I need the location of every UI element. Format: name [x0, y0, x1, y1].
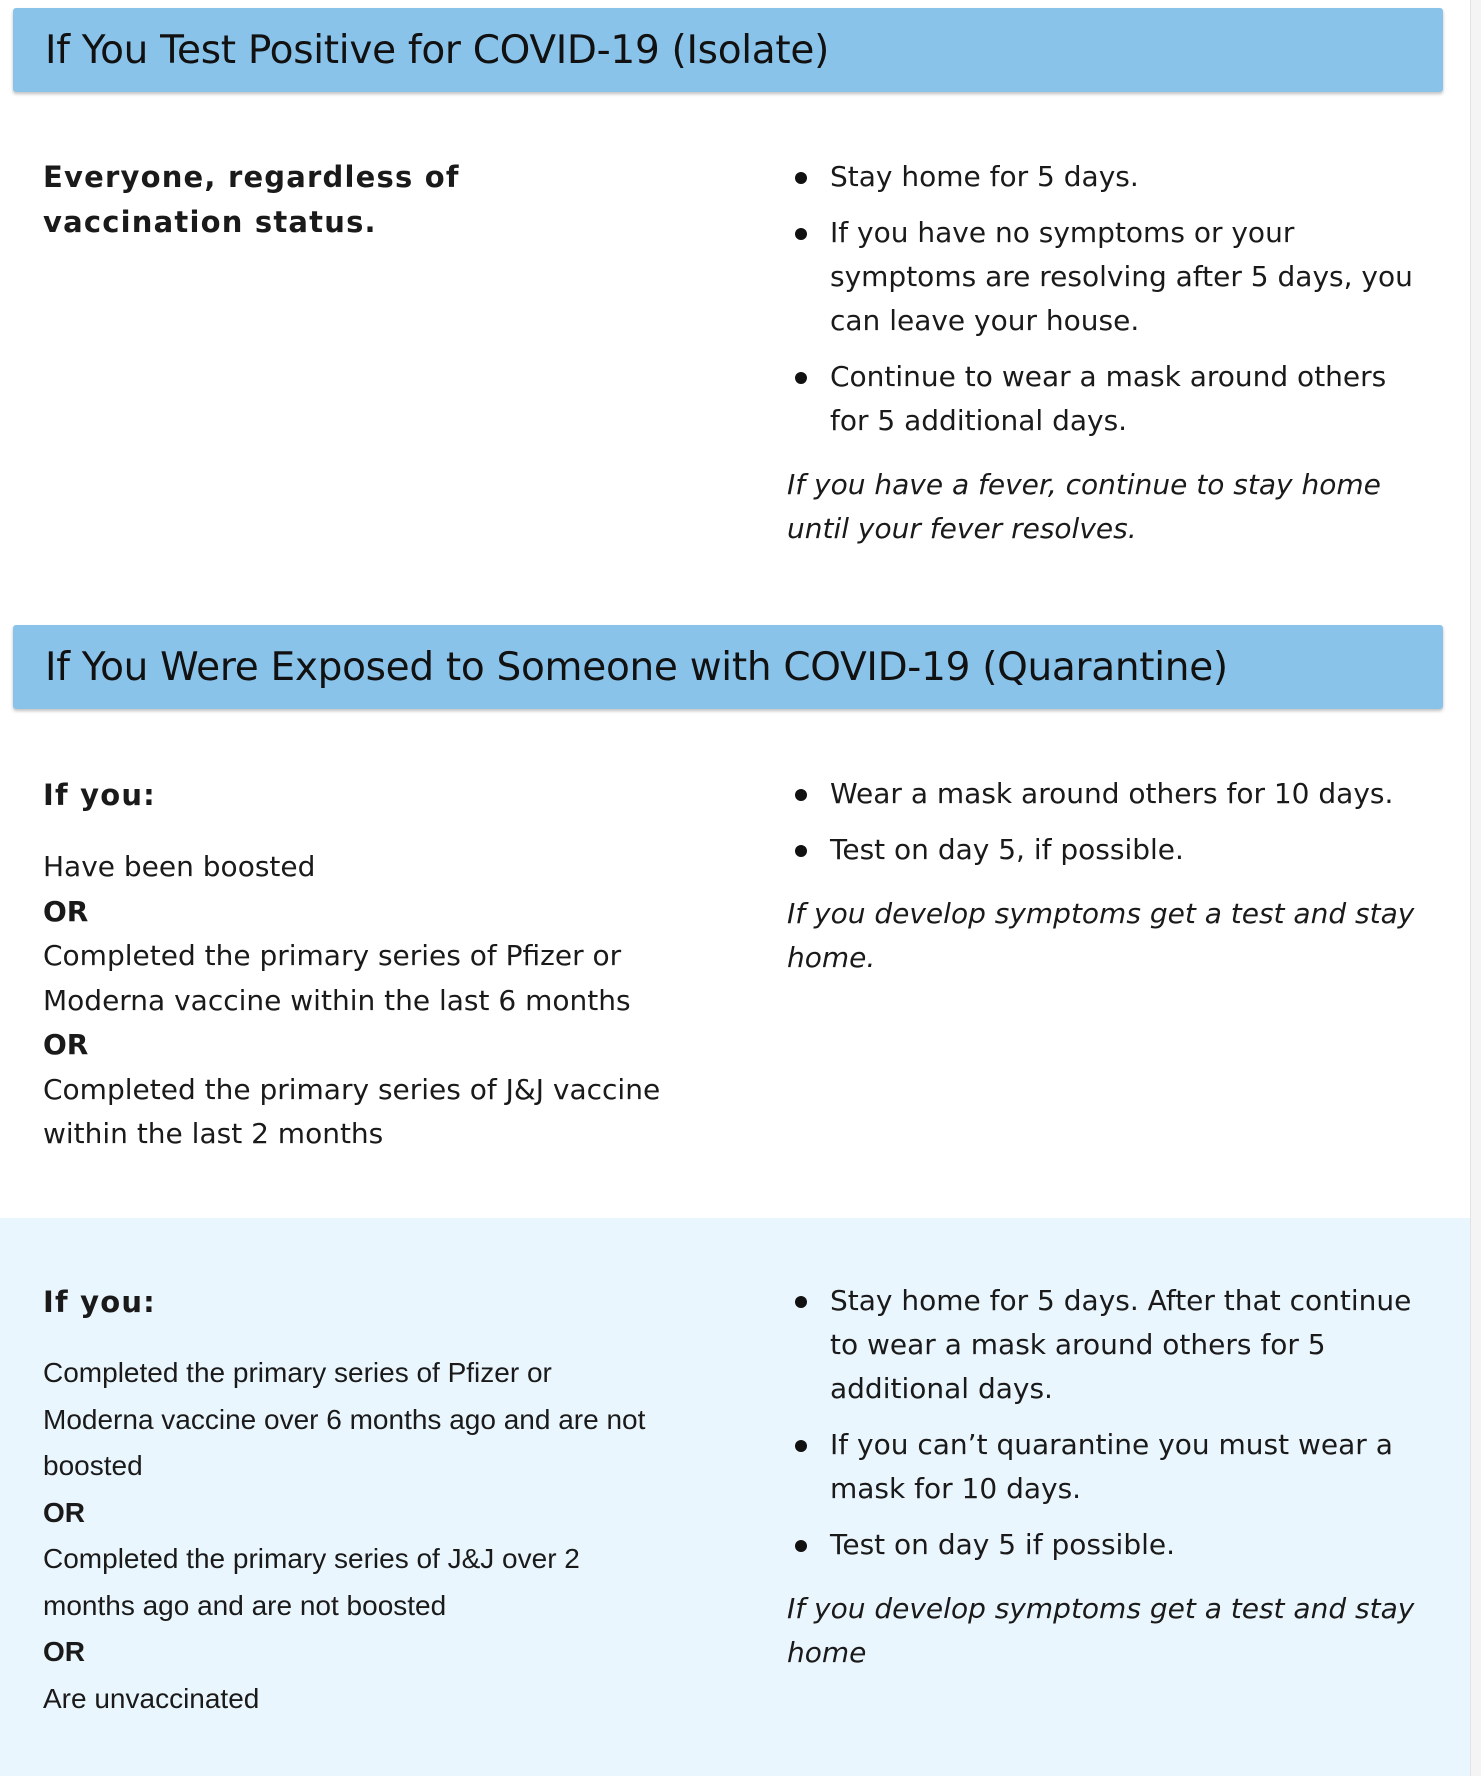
if-you-label: If you: [43, 778, 156, 812]
isolate-bullet-list [787, 155, 1427, 443]
isolate-section-title: If You Test Positive for COVID-19 (Isolate) [45, 27, 829, 73]
criteria-line: Completed the primary series of J&J vaccine within the last 2 months [43, 1072, 661, 1150]
list-item: If you have no symptoms or your symptoms are resolving after 5 days, you can leave your house. [787, 211, 1425, 343]
quarantine-group-unboosted [43, 1282, 683, 1722]
list-item: Continue to wear a mask around others for 5 additional days. [787, 355, 1425, 443]
quarantine-group-boosted-instructions [787, 772, 1427, 980]
unboosted-criteria [43, 1350, 653, 1722]
list-item: Stay home for 5 days. After that continue to wear a mask around others for 5 additional days. [787, 1279, 1430, 1411]
isolate-instructions [787, 155, 1427, 551]
isolate-applies-to [43, 155, 633, 245]
unboosted-symptoms-note: If you develop symptoms get a test and stay home [787, 1592, 1415, 1669]
or-separator: OR [43, 1028, 89, 1061]
page-edge [1470, 0, 1481, 1776]
criteria-line: Completed the primary series of J&J over 2 months ago and are not boosted [43, 1543, 580, 1621]
list-item: Test on day 5, if possible. [787, 828, 1430, 872]
boosted-symptoms-note: If you develop symptoms get a test and stay home. [787, 897, 1415, 974]
criteria-line: Completed the primary series of Pfizer or Moderna vaccine over 6 months ago and are not boosted [43, 1357, 646, 1481]
list-item: Stay home for 5 days. [787, 155, 1390, 199]
boosted-bullet-list [787, 772, 1427, 872]
quarantine-group-boosted [43, 775, 683, 1157]
isolate-fever-note: If you have a fever, continue to stay home until your fever resolves. [787, 468, 1381, 545]
or-separator: OR [43, 894, 89, 928]
isolate-status-text: Everyone, regardless of vaccination status. [43, 160, 460, 239]
criteria-line: Have been boosted [43, 850, 316, 883]
quarantine-section-header [13, 625, 1443, 709]
criteria-line: Are unvaccinated [43, 1682, 260, 1714]
boosted-criteria [43, 845, 663, 1157]
isolate-section-header [13, 8, 1443, 92]
criteria-line: Completed the primary series of Pfizer or Moderna vaccine within the last 6 months [43, 939, 631, 1017]
if-you-label: If you: [43, 1285, 156, 1319]
or-separator: OR [43, 1496, 85, 1528]
quarantine-section-title: If You Were Exposed to Someone with COVID-19 (Quarantine) [45, 644, 1228, 690]
list-item: Test on day 5 if possible. [787, 1523, 1390, 1567]
unboosted-bullet-list [787, 1279, 1427, 1567]
list-item: Wear a mask around others for 10 days. [787, 772, 1450, 816]
or-separator: OR [43, 1636, 85, 1667]
quarantine-group-unboosted-instructions [787, 1279, 1427, 1675]
list-item: If you can’t quarantine you must wear a mask for 10 days. [787, 1423, 1405, 1511]
